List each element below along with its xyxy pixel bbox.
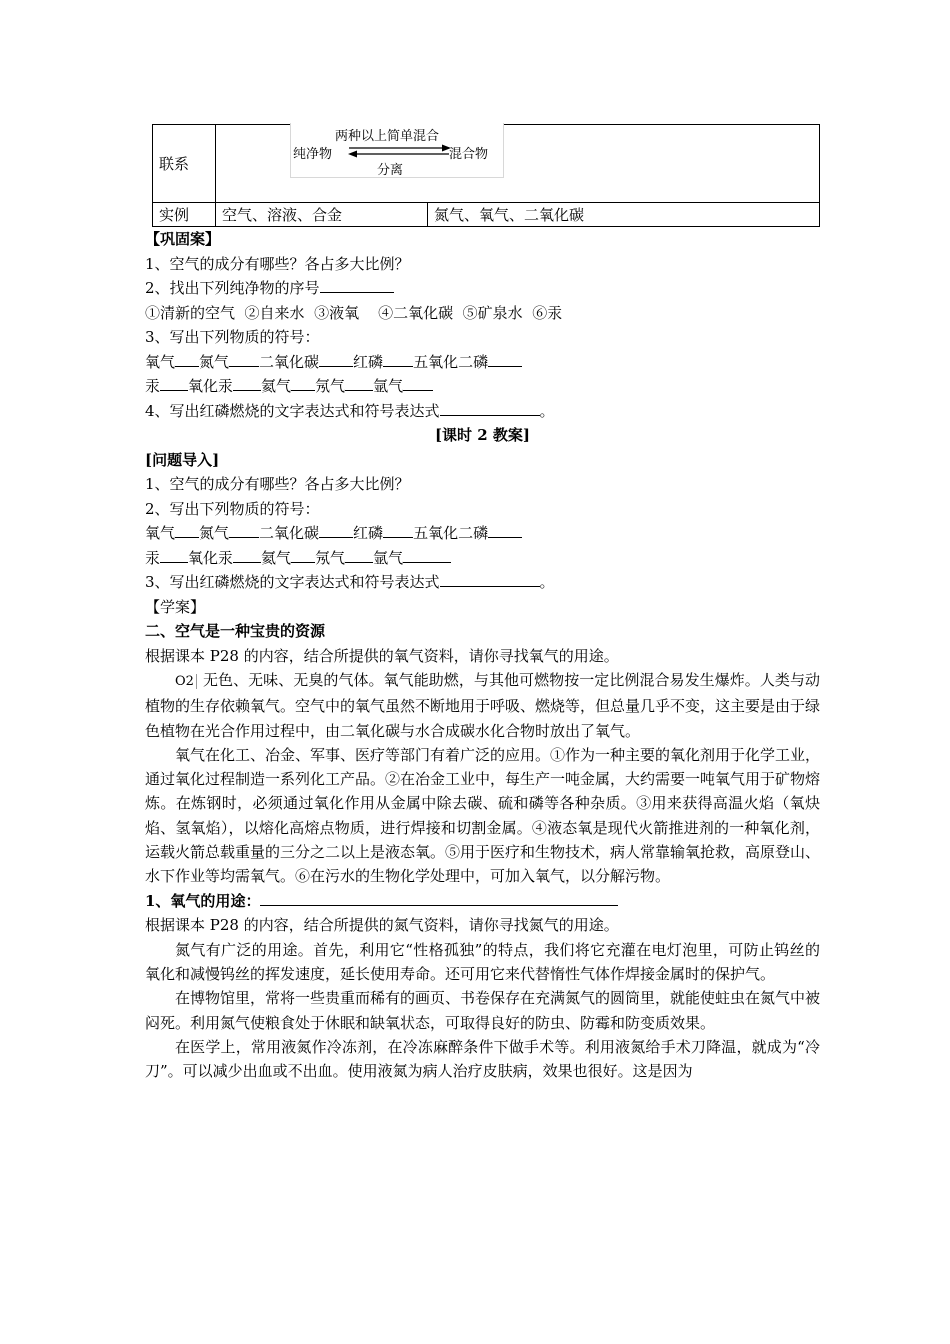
answer-blank[interactable] — [229, 522, 259, 538]
answer-blank[interactable] — [345, 547, 373, 563]
answer-blank[interactable] — [160, 547, 188, 563]
relation-table — [152, 124, 820, 227]
question-text: 3、写出红磷燃烧的文字表达式和符号表达式 。 — [145, 573, 555, 591]
answer-blank[interactable] — [383, 351, 413, 367]
answer-blank[interactable] — [319, 522, 353, 538]
question-text: 1、空气的成分有哪些？各占多大比例？ — [145, 475, 410, 493]
answer-blank[interactable] — [160, 375, 188, 391]
answer-blank[interactable] — [233, 547, 261, 563]
answer-blank[interactable] — [291, 547, 315, 563]
question-text: 4、写出红磷燃烧的文字表达式和符号表达式 。 — [145, 401, 555, 420]
answer-blank[interactable] — [320, 277, 394, 293]
diagram-top-label: 两种以上简单混合 — [335, 129, 440, 144]
answer-blank[interactable] — [383, 522, 413, 538]
answer-blank[interactable] — [291, 375, 315, 391]
answer-blank[interactable] — [319, 351, 353, 367]
question-text: 1、空气的成分有哪些？各占多大比例？ — [145, 254, 410, 273]
oxygen-prompt: 根据课本 P28 的内容，结合所提供的氧气资料，请你寻找氧气的用途。 — [145, 646, 619, 665]
relation-diagram — [290, 123, 504, 178]
intro-heading: [问题导入] — [145, 450, 220, 469]
answer-blank[interactable] — [345, 375, 373, 391]
answer-blank[interactable] — [440, 571, 540, 587]
table-row — [153, 203, 820, 227]
nitrogen-paragraph: 氮气有广泛的用途。首先，利用它“性格孤独”的特点，我们将它充灌在电灯泡里，可防止钨丝的氧化和减慢钨丝的挥发速度，延长使用寿命。还可用它来代替惰性气体作焊接金属时的保护气。 — [145, 940, 820, 983]
answer-blank[interactable] — [488, 351, 522, 367]
answer-blank[interactable] — [403, 547, 451, 563]
symbol-row: 汞 氧化汞 氦气 氖气 氩气 — [145, 374, 820, 399]
diagram-right-label: 混合物 — [449, 147, 489, 162]
document-page — [145, 124, 820, 1083]
symbol-row: 氧气 氮气 二氧化碳 红磷 五氧化二磷 — [145, 521, 820, 546]
o2-label: O2 — [175, 674, 197, 689]
symbol-row: 氧气 氮气 二氧化碳 红磷 五氧化二磷 — [145, 350, 820, 375]
example-pure-cell: 氮气、氧气、二氧化碳 — [428, 203, 820, 227]
question-options: ①清新的空气 ②自来水 ③液氧 ④二氧化碳 ⑤矿泉水 ⑥汞 — [145, 303, 563, 322]
example-mixture-cell: 空气、溶液、合金 — [216, 203, 428, 227]
diagram-left-label: 纯净物 — [293, 147, 333, 162]
answer-blank[interactable] — [260, 890, 618, 906]
nitrogen-paragraph: 在医学上，常用液氮作冷冻剂，在冷冻麻醉条件下做手术等。利用液氮给手术刀降温，就成为“冷刀”。可以减少出血或不出血。使用液氮为病人治疗皮肤病，效果也很好。这是因为 — [145, 1037, 820, 1081]
section-title: 二、空气是一种宝贵的资源 — [145, 622, 326, 640]
oxygen-use-question: 1、氧气的用途： — [145, 889, 820, 914]
answer-blank[interactable] — [229, 351, 259, 367]
nitrogen-prompt: 根据课本 P28 的内容，结合所提供的氮气资料，请你寻找氮气的用途。 — [145, 916, 619, 935]
consolidation-heading: 【巩固案】 — [145, 230, 221, 248]
oxygen-paragraph: 氧气在化工、冶金、军事、医疗等部门有着广泛的应用。①作为一种主要的氧化剂用于化学工业，通过氧化过程制造一系列化工产品。②在冶金工业中，每生产一吨金属，大约需要一吨氧气用于矿物熔炼。在炼钢时，必须通过氧化作用从金属中除去碳、硫和磷等各种杂质。③用来获得高温火焰（氧炔焰、氢氧焰），以熔化高熔点物质，进行焊接和切割金属。④液态氧是现代火箭推进剂的一种氧化剂，运载火箭总载重量的三分之二以上是液态氧。⑤用于医疗和生物技术，病人常靠输氧抢救，高原登山、水下作业等均需氧气。⑥在污水的生物化学处理中，可加入氧气，以分解污物。 — [145, 745, 821, 886]
row-label-example: 实例 — [153, 203, 216, 227]
study-heading: 【学案】 — [145, 597, 206, 616]
nitrogen-paragraph: 在博物馆里，常将一些贵重而稀有的画页、书卷保存在充满氮气的圆筒里，就能使蛀虫在氮气中被闷死。利用氮气使粮食处于休眠和缺氧状态，可取得良好的防虫、防霉和防变质效果。 — [145, 989, 821, 1032]
answer-blank[interactable] — [175, 522, 199, 538]
symbol-row: 汞 氧化汞 氦气 氖气 氩气 — [145, 546, 820, 571]
double-arrow-icon — [345, 143, 455, 159]
relation-cell — [216, 125, 820, 203]
question-text: 3、写出下列物质的符号： — [145, 328, 320, 346]
table-row — [153, 125, 820, 203]
question-text: 2、写出下列物质的符号： — [145, 499, 320, 518]
answer-blank[interactable] — [175, 351, 199, 367]
row-label-relation: 联系 — [153, 125, 216, 203]
answer-blank[interactable] — [403, 375, 433, 391]
answer-blank[interactable] — [440, 400, 540, 416]
oxygen-paragraph: O2 无色、无味、无臭的气体。氧气能助燃，与其他可燃物按一定比例混合易发生爆炸。人类与动植物的生存依赖氧气。空气中的氧气虽然不断地用于呼吸、燃烧等，但总量几乎不变，这主要是由于绿色植物在光合作用过程中，由二氧化碳与水合成碳水化合物时放出了氧气。 — [145, 671, 821, 740]
answer-blank[interactable] — [488, 522, 522, 538]
question-text: 2、找出下列纯净物的序号 — [145, 276, 820, 301]
answer-blank[interactable] — [233, 375, 261, 391]
diagram-bottom-label: 分离 — [377, 163, 404, 178]
lesson-title: [课时 2 教案] — [434, 426, 531, 444]
